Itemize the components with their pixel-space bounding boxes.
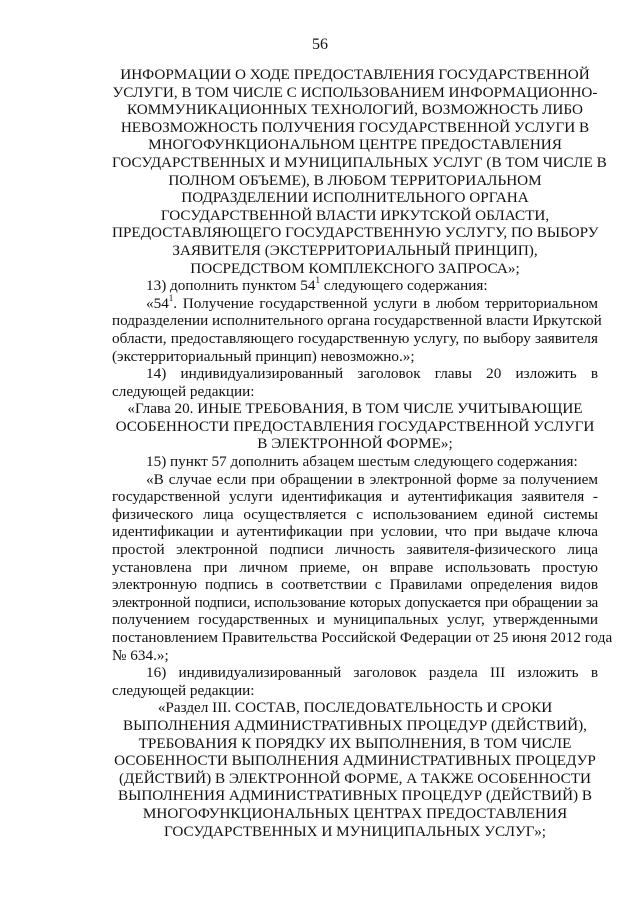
item-14-line: 14) индивидуализированный заголовок главы 20 изложить в	[146, 365, 598, 383]
amendment-item-14	[112, 365, 598, 400]
heading-line: ЗАЯВИТЕЛЯ (ЭКСТЕРРИТОРИАЛЬНЫЙ ПРИНЦИП),	[172, 241, 538, 259]
heading-line: ОСОБЕННОСТИ ПРЕДОСТАВЛЕНИЯ ГОСУДАРСТВЕННОЙ УСЛУГИ	[115, 417, 595, 435]
quote-point-57	[112, 470, 613, 665]
heading-line: ПОЛНОМ ОБЪЕМЕ), В ЛЮБОМ ТЕРРИТОРИАЛЬНОМ	[168, 171, 542, 189]
quote-line: идентификации и аутентификации при условии, что при выдаче ключа	[112, 523, 598, 541]
heading-line: ГОСУДАРСТВЕННОЙ ВЛАСТИ ИРКУТСКОЙ ОБЛАСТИ,	[160, 206, 550, 224]
quote-line	[112, 292, 598, 313]
page-number: 56	[312, 36, 328, 53]
heading-line: ПОДРАЗДЕЛЕНИИ ИСПОЛНИТЕЛЬНОГО ОРГАНА	[181, 189, 529, 207]
quote-line: области, предоставляющего государственную услугу, по выбору заявителя	[112, 329, 598, 347]
heading-line: ВЫПОЛНЕНИЯ АДМИНИСТРАТИВНЫХ ПРОЦЕДУР (ДЕЙСТВИЙ),	[123, 716, 587, 734]
heading-line: ГОСУДАРСТВЕННЫХ И МУНИЦИПАЛЬНЫХ УСЛУГ»;	[163, 822, 547, 840]
quote-line: установлена при личном приеме, он вправе использовать простую	[112, 558, 598, 576]
quote-sup: 1	[168, 292, 174, 303]
quote-line: подразделении исполнительного органа государственной власти Иркутской	[112, 312, 602, 330]
heading-line: ОСОБЕННОСТИ ВЫПОЛНЕНИЯ АДМИНИСТРАТИВНЫХ ПРОЦЕДУР	[114, 752, 596, 770]
document-body	[112, 66, 613, 840]
quote-line: физического лица осуществляется с использованием единой системы	[112, 505, 598, 523]
heading-line: ГОСУДАРСТВЕННЫХ И МУНИЦИПАЛЬНЫХ УСЛУГ (В ТОМ ЧИСЛЕ В	[112, 153, 607, 171]
quote-line: электронную подпись в соответствии с Правилами определения видов	[112, 576, 598, 594]
amendment-item-13	[112, 277, 598, 295]
heading-line: УСЛУГИ, В ТОМ ЧИСЛЕ С ИСПОЛЬЗОВАНИЕМ ИНФОРМАЦИОННО-	[112, 83, 598, 101]
heading-line: ПРЕДОСТАВЛЯЮЩЕГО ГОСУДАРСТВЕННУЮ УСЛУГУ, ПО ВЫБОРУ	[112, 224, 599, 242]
quote-text: . Получение государственной услуги в любом территориальном	[173, 294, 598, 312]
heading-line: МНОГОФУНКЦИОНАЛЬНЫХ ЦЕНТРАХ ПРЕДОСТАВЛЕНИЯ	[142, 804, 568, 822]
quote-line: получением государственных и муниципальных услуг, утвержденными	[112, 611, 598, 629]
item-13-sup: 1	[315, 275, 320, 286]
heading-line: ВЫПОЛНЕНИЯ АДМИНИСТРАТИВНЫХ ПРОЦЕДУР (ДЕЙСТВИЙ) В	[117, 787, 593, 805]
quote-line: (экстерриториальный принцип) невозможно.»;	[112, 347, 415, 365]
item-16-line: следующей редакции:	[112, 681, 255, 699]
item-13-text: 13) дополнить пунктом 54	[146, 277, 316, 295]
quote-line: государственной услуги идентификация и аутентификация заявителя -	[112, 488, 598, 506]
quote-line: постановлением Правительства Российской Федерации от 25 июня 2012 года	[112, 629, 613, 646]
heading-line: ТРЕБОВАНИЯ К ПОРЯДКУ ИХ ВЫПОЛНЕНИЯ, В ТОМ ЧИСЛЕ	[138, 734, 572, 752]
quote-line: электронной подписи, использование которых допускается при обращении за	[112, 593, 598, 611]
heading-continuation	[112, 66, 607, 277]
heading-line: ИНФОРМАЦИИ О ХОДЕ ПРЕДОСТАВЛЕНИЯ ГОСУДАРСТВЕННОЙ	[120, 66, 590, 83]
heading-line: КОММУНИКАЦИОННЫХ ТЕХНОЛОГИЙ, ВОЗМОЖНОСТЬ ЛИБО	[127, 101, 583, 119]
amendment-item-15: 15) пункт 57 дополнить абзацем шестым следующего содержания:	[146, 453, 578, 471]
quote-line: «В случае если при обращении в электронной форме за получением	[146, 470, 598, 488]
heading-line: МНОГОФУНКЦИОНАЛЬНОМ ЦЕНТРЕ ПРЕДОСТАВЛЕНИЯ	[148, 136, 562, 154]
quote-line: № 634.»;	[112, 646, 169, 664]
heading-section-3	[112, 699, 598, 840]
item-13-text-end: следующего содержания:	[319, 277, 488, 295]
heading-line: (ДЕЙСТВИЙ) В ЭЛЕКТРОННОЙ ФОРМЕ, А ТАКЖЕ ОСОБЕННОСТИ	[119, 769, 591, 787]
quote-text: «54	[146, 294, 169, 312]
quote-point-54	[112, 292, 602, 365]
quote-line: простой электронной подписи личность заявителя-физического лица	[112, 541, 598, 559]
item-14-line: следующей редакции:	[112, 382, 255, 400]
heading-line: «Глава 20. ИНЫЕ ТРЕБОВАНИЯ, В ТОМ ЧИСЛЕ УЧИТЫВАЮЩИЕ	[127, 400, 583, 418]
heading-line: В ЭЛЕКТРОННОЙ ФОРМЕ»;	[257, 435, 453, 453]
item-16-line: 16) индивидуализированный заголовок раздела III изложить в	[146, 664, 598, 682]
amendment-item-16	[112, 664, 598, 699]
heading-line: «Раздел III. СОСТАВ, ПОСЛЕДОВАТЕЛЬНОСТЬ И СРОКИ	[157, 699, 553, 717]
heading-line: ПОСРЕДСТВОМ КОМПЛЕКСНОГО ЗАПРОСА»;	[190, 259, 520, 277]
heading-line: НЕВОЗМОЖНОСТЬ ПОЛУЧЕНИЯ ГОСУДАРСТВЕННОЙ УСЛУГИ В	[120, 118, 590, 136]
heading-chapter-20	[112, 400, 598, 453]
